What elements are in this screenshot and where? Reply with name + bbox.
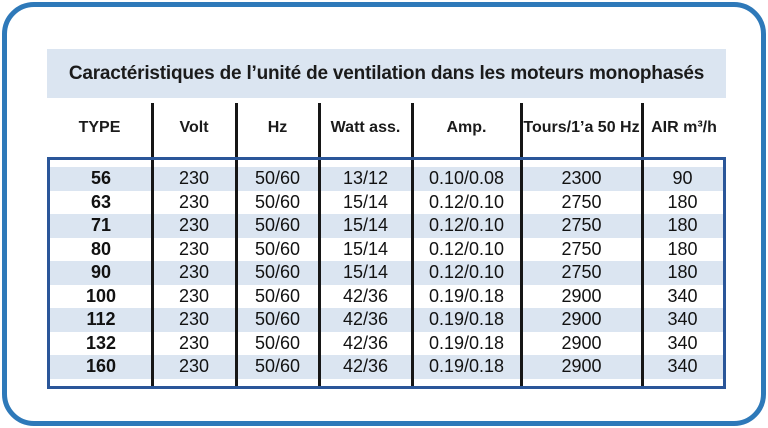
table-cell: 15/14 — [342, 238, 389, 259]
table-cell: 50/60 — [254, 309, 301, 330]
table-cell: 0.12/0.10 — [428, 191, 505, 212]
table-cell: 230 — [178, 168, 210, 189]
table-cell: 13/12 — [342, 168, 389, 189]
table-cell: 230 — [178, 356, 210, 377]
table-cell: 230 — [178, 191, 210, 212]
table-cell: 132 — [85, 332, 117, 353]
column-divider — [151, 103, 154, 157]
table-header-row — [47, 98, 726, 157]
table-cell: 56 — [90, 168, 112, 189]
table-cell: 42/36 — [342, 356, 389, 377]
table-cell: 2300 — [561, 168, 602, 189]
column-divider — [411, 160, 414, 386]
table-cell: 42/36 — [342, 309, 389, 330]
table-cell: 160 — [85, 356, 117, 377]
table-cell: 230 — [178, 332, 210, 353]
table-cell: 180 — [667, 262, 698, 283]
table-cell: 0.10/0.08 — [428, 168, 505, 189]
table-cell: 2900 — [561, 332, 602, 353]
column-divider — [235, 160, 238, 386]
table-cell: 230 — [178, 285, 210, 306]
table-cell: 50/60 — [254, 238, 301, 259]
table-cell: 50/60 — [254, 191, 301, 212]
table-cell: 15/14 — [342, 262, 389, 283]
table-cell: 180 — [667, 215, 698, 236]
column-divider — [411, 103, 414, 157]
table-cell: 50/60 — [254, 285, 301, 306]
table-cell: 230 — [178, 238, 210, 259]
header-cell-watt: Watt ass. — [330, 118, 401, 136]
table-cell: 63 — [90, 191, 112, 212]
table-cell: 42/36 — [342, 285, 389, 306]
table-cell: 0.19/0.18 — [428, 285, 505, 306]
table-cell: 2750 — [561, 191, 602, 212]
page-title: Caractéristiques de l’unité de ventilation dans les moteurs monophasés — [68, 62, 705, 84]
table-cell: 2750 — [561, 238, 602, 259]
column-divider — [235, 103, 238, 157]
header-cell-volt: Volt — [179, 118, 209, 136]
column-divider — [520, 160, 523, 386]
column-divider — [520, 103, 523, 157]
column-divider — [151, 160, 154, 386]
table-cell: 2900 — [561, 309, 602, 330]
column-divider — [641, 160, 644, 386]
table-cell: 230 — [178, 309, 210, 330]
table-cell: 230 — [178, 262, 210, 283]
table-cell: 340 — [667, 309, 698, 330]
column-divider — [318, 160, 321, 386]
table-cell: 0.19/0.18 — [428, 309, 505, 330]
table-cell: 0.19/0.18 — [428, 332, 505, 353]
table-cell: 50/60 — [254, 262, 301, 283]
header-cell-type: TYPE — [78, 118, 121, 136]
table-cell: 15/14 — [342, 215, 389, 236]
table-cell: 0.19/0.18 — [428, 356, 505, 377]
table-cell: 50/60 — [254, 332, 301, 353]
header-cell-air: AIR m³/h — [651, 118, 717, 136]
table-cell: 0.12/0.10 — [428, 215, 505, 236]
table-cell: 50/60 — [254, 215, 301, 236]
table-cell: 71 — [90, 215, 112, 236]
header-cell-amp: Amp. — [446, 118, 487, 136]
table-cell: 180 — [667, 238, 698, 259]
table-cell: 100 — [85, 285, 117, 306]
table-cell: 230 — [178, 215, 210, 236]
column-divider — [318, 103, 321, 157]
table-body — [47, 157, 726, 389]
table-cell: 340 — [667, 332, 698, 353]
table-cell: 42/36 — [342, 332, 389, 353]
table-cell: 15/14 — [342, 191, 389, 212]
table-cell: 50/60 — [254, 356, 301, 377]
table-cell: 2900 — [561, 285, 602, 306]
column-divider — [641, 103, 644, 157]
table-cell: 340 — [667, 356, 698, 377]
table-cell: 2750 — [561, 215, 602, 236]
table-cell: 0.12/0.10 — [428, 238, 505, 259]
table-cell: 50/60 — [254, 168, 301, 189]
header-cell-tours: Tours/1’a 50 Hz — [523, 118, 640, 136]
table-cell: 2750 — [561, 262, 602, 283]
table-cell: 90 — [672, 168, 693, 189]
table-cell: 80 — [90, 238, 112, 259]
table-cell: 90 — [90, 262, 112, 283]
title-banner — [47, 49, 726, 98]
header-cell-hz: Hz — [267, 118, 288, 136]
table-cell: 340 — [667, 285, 698, 306]
table-cell: 112 — [86, 309, 116, 330]
table-cell: 2900 — [561, 356, 602, 377]
table-cell: 0.12/0.10 — [428, 262, 505, 283]
table-cell: 180 — [667, 191, 698, 212]
